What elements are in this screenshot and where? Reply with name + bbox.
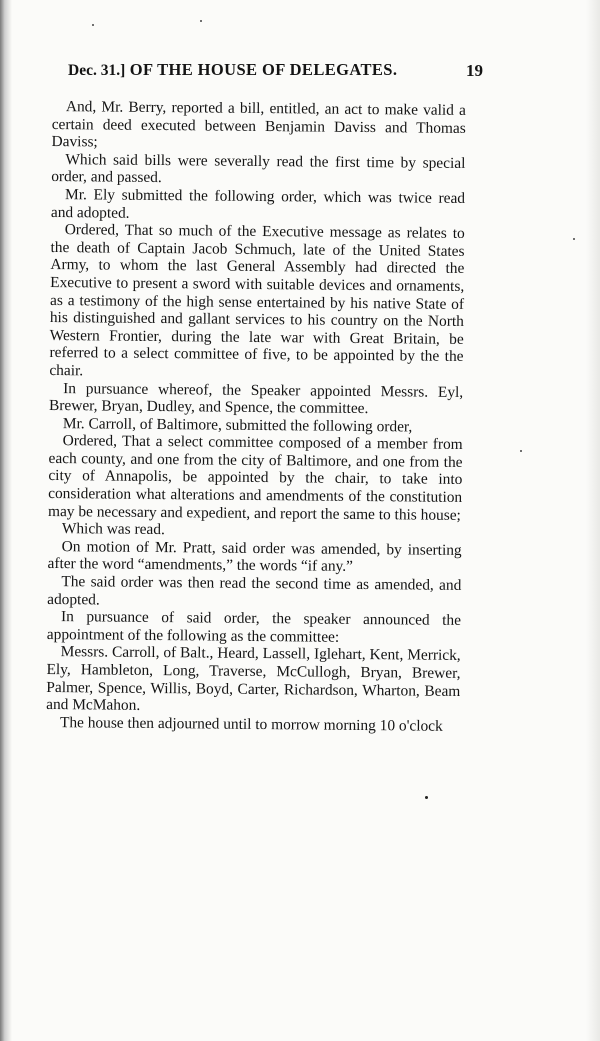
paragraph-carroll-order: Mr. Carroll, of Baltimore, submitted the following order, [62, 414, 413, 436]
ink-speck [200, 20, 202, 22]
paragraph-bills-read: Which said bills were severally read the first time by special order, and passed. [51, 150, 466, 187]
ink-speck [92, 24, 94, 26]
ink-speck [425, 796, 428, 799]
paragraph-berry-bill: And, Mr. Berry, reported a bill, entitled, an act to make valid a certain deed executed between Benjamin Daviss and Thomas Daviss; [51, 98, 466, 151]
paragraph-speaker-appointed: In pursuance whereof, the Speaker appointed Messrs. Eyl, Brewer, Bryan, Dudley, and Spence, the committee. [48, 379, 464, 418]
paragraph-adjourned: The house then adjourned until to morrow morning 10 o'clock [59, 713, 443, 735]
running-header [68, 60, 488, 80]
paragraph-pratt-motion: On motion of Mr. Pratt, said order was amended, by inserting after the word “amendments,” the words “if any.” [47, 537, 462, 576]
ink-speck [573, 238, 575, 240]
paragraph-second-reading: The said order was then read the second time as amended, and adopted. [47, 573, 462, 609]
paragraph-ordered-schmuch: Ordered, That so much of the Executive message as relates to the death of Captain Jacob Schmuch, late of the United States Army, to whom the last General Assembly had directed the Executive to present a sword with suitable devices and ornaments, as a testimony of the high sense entertained by his native State of his distinguished and gallant services to his country on the North Western Frontier, during the late war with Great Britain, be referred to a select committee of five, to be appointed by the the chair. [49, 221, 465, 380]
page-binding-shadow [0, 0, 12, 1041]
paragraph-speaker-announced: In pursuance of said order, the speaker announced the appointment of the following as the committee: [46, 608, 462, 646]
ink-speck [520, 450, 522, 452]
paragraph-ordered-committee: Ordered, That a select committee composed of a member from each county, and one from the city of Baltimore, and one from the city of Annapolis, be appointed by the chair, to take into consideration what alterations and amendments of the constitution may be necessary and expedient, and report the same to this house; [47, 432, 463, 524]
paragraph-committee-members: Messrs. Carroll, of Balt., Heard, Lassell, Iglehart, Kent, Merrick, Ely, Hambleton, Long, Traverse, McCullogh, Bryan, Brewer, Palmer, Spence, Willis, Boyd, Carter, Richardson, Wharton, Beam and McMahon. [46, 643, 461, 715]
page-edge [586, 0, 600, 1041]
paragraph-which-read: Which was read. [61, 520, 165, 539]
paragraph-ely-order: Mr. Ely submitted the following order, which was twice read and adopted. [50, 186, 466, 222]
header-title: OF THE HOUSE OF DELEGATES. [129, 60, 398, 79]
page-number: 19 [466, 61, 483, 80]
header-date: Dec. 31.] [68, 62, 126, 79]
page-body [46, 98, 466, 735]
